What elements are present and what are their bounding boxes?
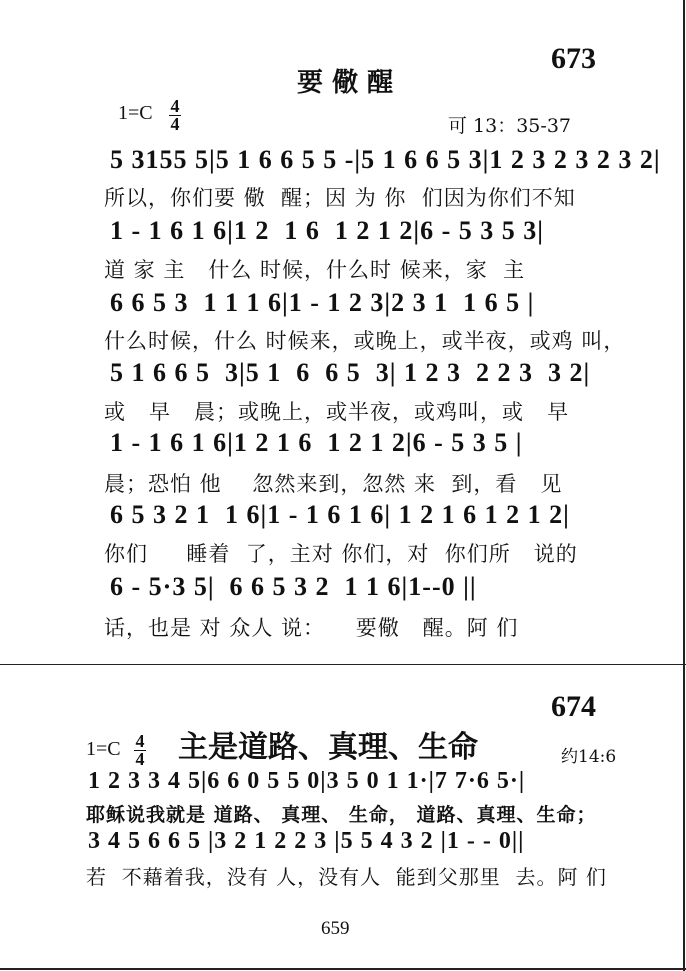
lyric-line-4: 或 早 晨；或晚上，或半夜，或鸡叫，或 早 (104, 400, 570, 424)
lyric-line-2: 道 家 主 什么 时候，什么时 候来，家 主 (104, 258, 526, 282)
section-divider (0, 664, 686, 665)
hymn-674-reference: 约14:6 (561, 747, 617, 767)
score-line-1: 5 3155 5|5 1 6 6 5 5 -|5 1 6 6 5 3|1 2 3 2 3 2 3 2| (110, 145, 661, 174)
score-line-3: 6 6 5 3 1 1 1 6|1 - 1 2 3|2 3 1 1 6 5 | (110, 288, 535, 317)
time-top: 4 (135, 731, 145, 751)
score-line-2: 1 - 1 6 1 6|1 2 1 6 1 2 1 2|6 - 5 3 5 3| (110, 216, 544, 245)
scan-edge-right (683, 0, 685, 971)
hymn-674-title: 主是道路、真理、生命 (178, 730, 478, 765)
score-line-6: 6 5 3 2 1 1 6|1 - 1 6 1 6| 1 2 1 6 1 2 1 2| (110, 500, 570, 529)
time-bottom: 4 (135, 749, 145, 769)
lyric-line-3: 什么时候，什么 时候来，或晚上，或半夜，或鸡 叫， (104, 329, 626, 353)
hymn-674-time-signature (133, 733, 147, 768)
hymn-673-time-signature (168, 98, 182, 133)
score-line-4: 5 1 6 6 5 3|5 1 6 6 5 3| 1 2 3 2 2 3 3 2| (110, 358, 591, 387)
score-line-7: 6 - 5·3 5| 6 6 5 3 2 1 1 6|1--0 || (110, 572, 477, 601)
lyric-line-6: 你们 睡着 了，主对 你们，对 你们所 说的 (104, 542, 578, 566)
lyric-line-9: 若 不藉着我，没有 人，没有人 能到父那里 去。阿 们 (86, 865, 607, 889)
lyric-line-1: 所以，你们要 儆 醒；因 为 你 们因为你们不知 (104, 186, 576, 210)
hymn-673-number: 673 (551, 42, 596, 75)
lyric-line-8: 耶稣说我就是 道路、 真理、 生命， 道路、真理、生命； (86, 804, 597, 826)
page-number: 659 (321, 918, 350, 939)
hymn-673-title: 要 儆 醒 (297, 68, 394, 98)
time-top: 4 (170, 96, 180, 116)
hymn-674-number: 674 (551, 690, 596, 723)
hymn-673-reference: 可 13：35-37 (448, 115, 571, 137)
lyric-line-5: 晨；恐怕 他 忽然来到，忽然 来 到，看 见 (104, 472, 563, 496)
lyric-line-7: 话，也是 对 众人 说： 要儆 醒。阿 们 (104, 616, 519, 640)
time-bottom: 4 (170, 114, 180, 134)
hymn-673-key: 1=C (118, 102, 153, 124)
score-line-5: 1 - 1 6 1 6|1 2 1 6 1 2 1 2|6 - 5 3 5 | (110, 428, 523, 457)
score-line-9: 3 4 5 6 6 5 |3 2 1 2 2 3 |5 5 4 3 2 |1 - - 0|| (88, 828, 525, 854)
hymn-674-key: 1=C (86, 738, 121, 760)
scan-edge-bottom (0, 968, 686, 970)
score-line-8: 1 2 3 3 4 5|6 6 0 5 5 0|3 5 0 1 1·|7 7·6 5·| (88, 768, 526, 794)
